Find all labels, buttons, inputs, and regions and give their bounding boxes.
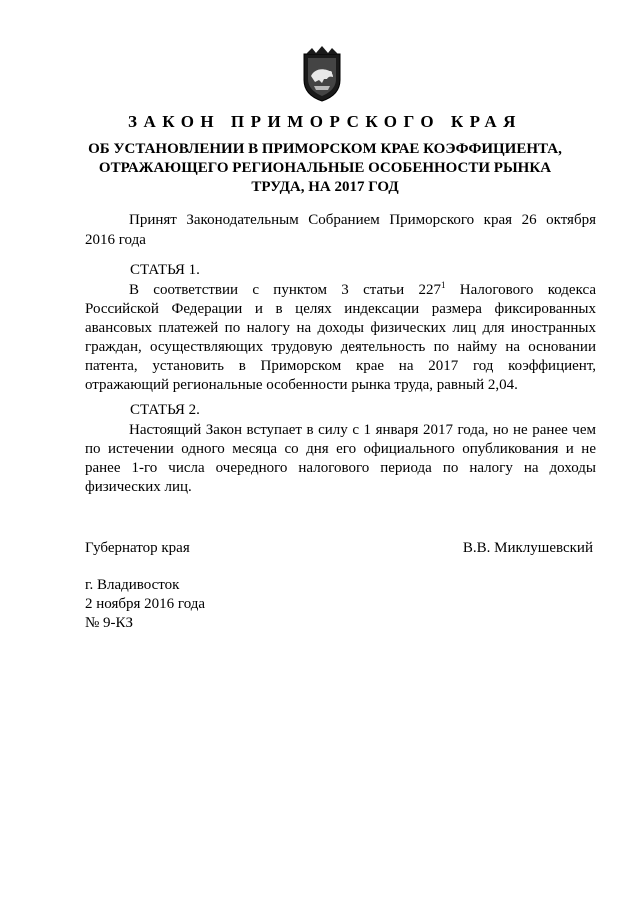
article-line: физических лиц. xyxy=(85,479,192,495)
date-line: 2 ноября 2016 года xyxy=(85,596,206,612)
place-line: г. Владивосток xyxy=(85,577,180,593)
law-title: ЗАКОН ПРИМОРСКОГО КРАЯ xyxy=(128,112,522,131)
law-subtitle xyxy=(80,140,570,197)
subtitle-line: ТРУДА, НА 2017 ГОД xyxy=(251,179,399,195)
adoption-line: Принят Законодательным Собранием Приморского края 26 октября xyxy=(129,212,596,228)
subtitle-line: ОТРАЖАЮЩЕГО РЕГИОНАЛЬНЫЕ ОСОБЕННОСТИ РЫНКА xyxy=(98,160,552,176)
superscript-index: 1 xyxy=(440,280,446,290)
article-line: патента, установить в Приморском крае на 2017 год коэффициент, xyxy=(85,358,596,374)
article-1-text-part: В соответствии с пунктом 3 статьи 227 xyxy=(129,282,441,298)
place-date-number xyxy=(85,576,205,633)
article-line xyxy=(85,281,596,300)
article-2-heading: СТАТЬЯ 2. xyxy=(130,402,200,418)
subtitle-line: ОБ УСТАНОВЛЕНИИ В ПРИМОРСКОМ КРАЕ КОЭФФИЦИЕНТА, xyxy=(88,141,562,157)
article-1-text xyxy=(85,281,596,395)
coat-of-arms-emblem xyxy=(300,46,344,102)
adoption-line: 2016 года xyxy=(85,232,146,248)
article-1-heading: СТАТЬЯ 1. xyxy=(130,262,200,278)
article-line: ранее 1-го числа очередного налогового периода по налогу на доходы xyxy=(85,460,596,476)
governor-title: Губернатор края xyxy=(85,540,190,556)
governor-name: В.В. Миклушевский xyxy=(462,540,593,556)
law-number-line: № 9-КЗ xyxy=(85,615,134,631)
article-line: авансовых платежей по налогу на доходы физических лиц для иностранных xyxy=(85,320,596,336)
article-line: по истечении одного месяца со дня его официального опубликования и не xyxy=(85,441,596,457)
article-line: отражающий региональные особенности рынка труда, равный 2,04. xyxy=(85,377,518,393)
article-line: Настоящий Закон вступает в силу с 1 января 2017 года, но не ранее чем xyxy=(129,422,596,438)
article-1-text-part: Налогового кодекса xyxy=(445,282,596,298)
article-2-text xyxy=(85,421,596,497)
article-line: Российской Федерации и в целях индексации размера фиксированных xyxy=(85,301,596,317)
adoption-note xyxy=(85,210,596,250)
article-line: граждан, осуществляющих трудовую деятельность по найму на основании xyxy=(85,339,596,355)
